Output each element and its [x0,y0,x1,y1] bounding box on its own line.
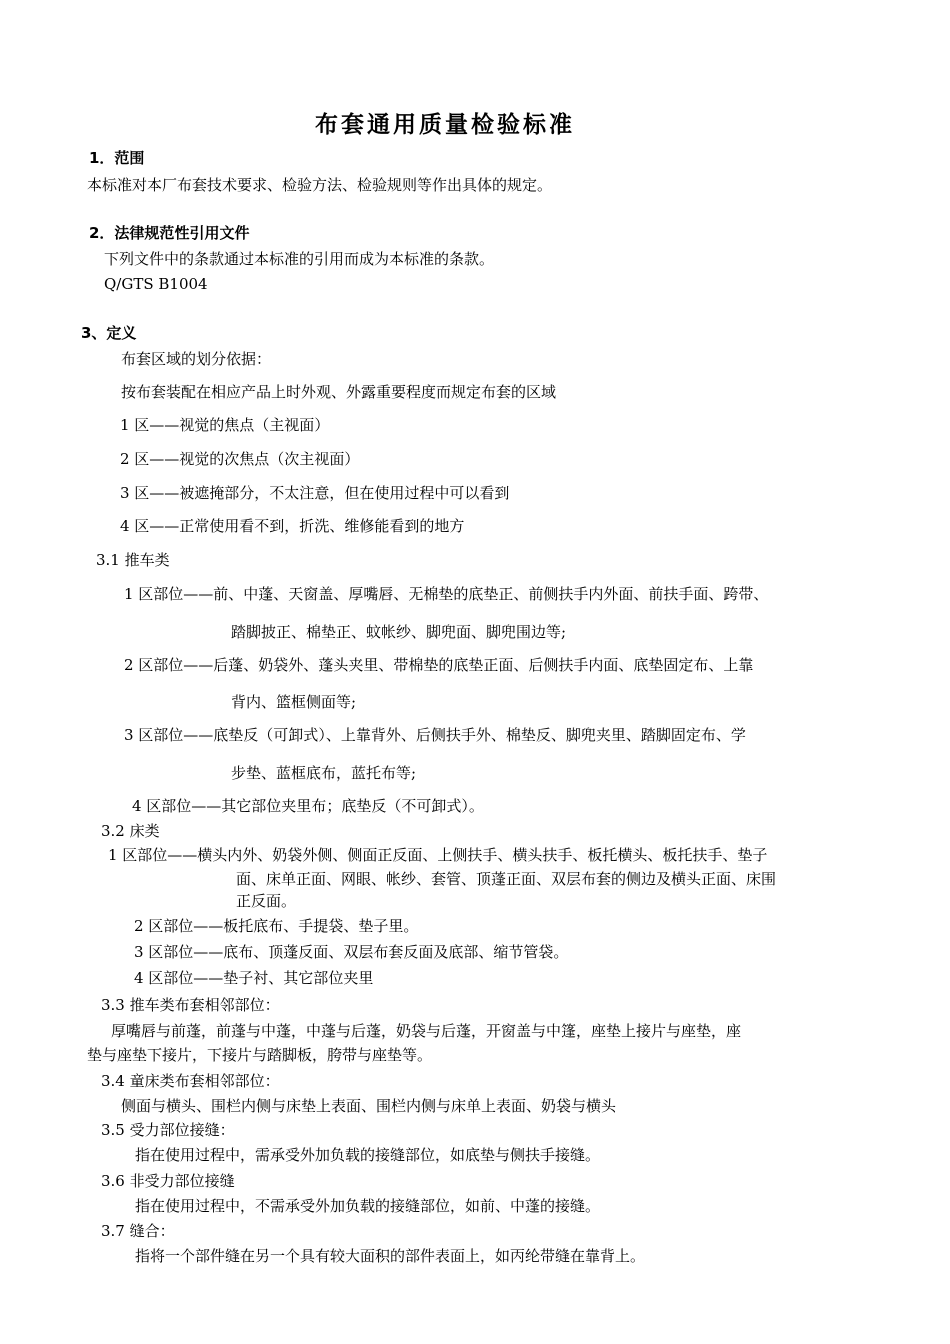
document-title: 布套通用质量检验标准 [315,112,575,138]
section-2-reference: Q/GTS B1004 [104,275,208,293]
section-3-intro-2: 按布套装配在相应产品上时外观、外露重要程度而规定布套的区域 [121,383,557,401]
stroller-zone-3-line-2: 步垫、蓝框底布，蓝托布等; [231,764,417,782]
section-3-4-heading: 3.4 童床类布套相邻部位： [101,1072,280,1090]
section-3-1-heading: 3.1 推车类 [96,551,170,569]
stroller-zone-3-line-1: 3 区部位——底垫反（可卸式）、上靠背外、后侧扶手外、棉垫反、脚兜夹里、踏脚固定布、学 [124,726,746,744]
zone-definition-2: 2 区——视觉的次焦点（次主视面） [120,450,360,468]
section-3-7-body: 指将一个部件缝在另一个具有较大面积的部件表面上，如丙纶带缝在靠背上。 [135,1247,646,1265]
section-2-body: 下列文件中的条款通过本标准的引用而成为本标准的条款。 [104,250,495,268]
crib-zone-1-line-3: 正反面。 [236,892,297,910]
section-3-heading: 3、定义 [81,324,137,342]
section-3-7-heading: 3.7 缝合： [101,1222,175,1240]
stroller-zone-2-line-2: 背内、篮框侧面等; [231,693,357,711]
section-3-5-heading: 3.5 受力部位接缝： [101,1121,235,1139]
crib-zone-2: 2 区部位——板托底布、手提袋、垫子里。 [134,917,419,935]
crib-zone-1-line-1: 1 区部位——横头内外、奶袋外侧、侧面正反面、上侧扶手、横头扶手、板托横头、板托扶手、垫子 [108,846,768,864]
section-3-intro-1: 布套区域的划分依据： [121,350,272,368]
section-1-body: 本标准对本厂布套技术要求、检验方法、检验规则等作出具体的规定。 [87,176,553,194]
crib-zone-1-line-2: 面、床单正面、网眼、帐纱、套管、顶蓬正面、双层布套的侧边及横头正面、床围 [236,870,777,888]
zone-definition-3: 3 区——被遮掩部分，不太注意，但在使用过程中可以看到 [120,484,510,502]
section-1-heading: 1．范围 [89,149,145,167]
section-3-6-body: 指在使用过程中，不需承受外加负载的接缝部位，如前、中蓬的接缝。 [135,1197,601,1215]
zone-definition-1: 1 区——视觉的焦点（主视面） [120,416,330,434]
section-3-3-heading: 3.3 推车类布套相邻部位： [101,996,280,1014]
section-3-4-body: 侧面与横头、围栏内侧与床垫上表面、围栏内侧与床单上表面、奶袋与横头 [121,1097,617,1115]
zone-definition-4: 4 区——正常使用看不到，折洗、维修能看到的地方 [120,517,465,535]
section-2-heading: 2．法律规范性引用文件 [89,224,250,242]
crib-zone-3: 3 区部位——底布、顶蓬反面、双层布套反面及底部、缩节管袋。 [134,943,569,961]
stroller-zone-1-line-2: 踏脚披正、棉垫正、蚊帐纱、脚兜面、脚兜围边等; [231,623,567,641]
crib-zone-4: 4 区部位——垫子衬、其它部位夹里 [134,969,374,987]
section-3-6-heading: 3.6 非受力部位接缝 [101,1172,235,1190]
stroller-zone-2-line-1: 2 区部位——后蓬、奶袋外、蓬头夹里、带棉垫的底垫正面、后侧扶手内面、底垫固定布、上靠 [124,656,754,674]
section-3-3-line-1: 厚嘴唇与前蓬，前蓬与中蓬，中蓬与后蓬，奶袋与后蓬，开窗盖与中篷，座垫上接片与座垫，座 [111,1022,742,1040]
stroller-zone-4: 4 区部位——其它部位夹里布；底垫反（不可卸式）。 [132,797,484,815]
section-3-5-body: 指在使用过程中，需承受外加负载的接缝部位，如底垫与侧扶手接缝。 [135,1146,601,1164]
stroller-zone-1-line-1: 1 区部位——前、中蓬、天窗盖、厚嘴唇、无棉垫的底垫正、前侧扶手内外面、前扶手面、跨带、 [124,585,769,603]
section-3-2-heading: 3.2 床类 [101,822,160,840]
section-3-3-line-2: 垫与座垫下接片，下接片与踏脚板，胯带与座垫等。 [87,1046,433,1064]
